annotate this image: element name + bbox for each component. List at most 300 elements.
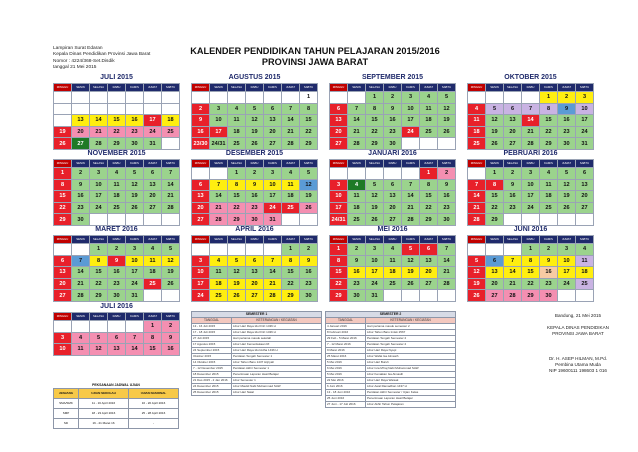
- day-cell: 14: [282, 115, 300, 127]
- exam-row-cell: 25 - 28 April 2016: [129, 409, 179, 419]
- day-cell: 3: [402, 92, 420, 104]
- day-cell: 30: [540, 290, 558, 302]
- day-cell: 28: [468, 214, 486, 226]
- day-cell: 31: [264, 214, 282, 226]
- day-cell: [330, 168, 348, 180]
- day-cell: 8: [228, 179, 246, 191]
- day-cell: 27: [576, 202, 594, 214]
- day-cell: [402, 168, 420, 180]
- day-cell: 30: [384, 138, 402, 150]
- day-cell: [228, 244, 246, 256]
- weekday-header: SENIN: [486, 236, 504, 244]
- day-cell: [468, 244, 486, 256]
- weekday-header: SELASA: [504, 236, 522, 244]
- day-cell: 12: [300, 179, 318, 191]
- day-cell: 8: [366, 103, 384, 115]
- day-cell: 27: [384, 214, 402, 226]
- day-cell: 28: [72, 290, 90, 302]
- week-row: [330, 244, 456, 256]
- week-row: [192, 191, 318, 203]
- day-cell: [192, 168, 210, 180]
- day-cell: 25: [384, 278, 402, 290]
- day-cell: 1: [330, 244, 348, 256]
- day-cell: 19: [54, 126, 72, 138]
- day-cell: [576, 290, 594, 302]
- week-row: [54, 92, 180, 104]
- day-cell: 11: [72, 344, 90, 356]
- day-cell: 4: [348, 179, 366, 191]
- weekday-header: SELASA: [228, 160, 246, 168]
- weekday-header: JUMAT: [282, 160, 300, 168]
- day-cell: 28: [348, 138, 366, 150]
- day-cell: 11: [576, 255, 594, 267]
- day-cell: 8: [90, 255, 108, 267]
- semester-2-title: SEMESTER 2: [326, 312, 456, 318]
- weekday-header: KAMIS: [126, 160, 144, 168]
- month-title: OKTOBER 2015: [504, 74, 557, 81]
- day-cell: 10: [402, 103, 420, 115]
- semester-2-row-cell: 25 Maret 2016: [326, 354, 366, 360]
- weekday-header: SENIN: [348, 160, 366, 168]
- semester-2-row-cell: 6 Juni 2016: [326, 384, 366, 390]
- day-cell: 22: [108, 126, 126, 138]
- weekday-header: SENIN: [210, 160, 228, 168]
- day-cell: 25: [420, 126, 438, 138]
- day-cell: 24: [192, 290, 210, 302]
- day-cell: [468, 92, 486, 104]
- day-cell: 23/30: [192, 138, 210, 150]
- day-cell: 23: [558, 126, 576, 138]
- day-cell: 18: [108, 191, 126, 203]
- day-cell: 21: [162, 191, 180, 203]
- day-cell: 19: [228, 278, 246, 290]
- day-cell: 2: [558, 92, 576, 104]
- semester-1-row-cell: Libur Hari Raya Idul Fitri 1436 H: [232, 330, 322, 336]
- semester-1-row-cell: 17 Agustus 2015: [192, 342, 232, 348]
- day-cell: 8: [486, 179, 504, 191]
- month-title: JULI 2016: [100, 303, 133, 310]
- day-cell: [384, 168, 402, 180]
- title-line-1: KALENDER PENDIDIKAN TAHUN PELAJARAN 2015/2016: [190, 46, 440, 56]
- day-cell: 21: [210, 202, 228, 214]
- day-cell: 17: [126, 267, 144, 279]
- day-cell: 27: [192, 214, 210, 226]
- day-cell: 5: [126, 168, 144, 180]
- week-row: [192, 278, 318, 290]
- day-cell: 19: [558, 191, 576, 203]
- semester-2-row-cell: 22 Mei 2016: [326, 378, 366, 384]
- day-cell: 10: [558, 255, 576, 267]
- day-cell: 8: [420, 179, 438, 191]
- month-title: AGUSTUS 2015: [228, 74, 281, 81]
- day-cell: [192, 244, 210, 256]
- day-cell: 18: [540, 191, 558, 203]
- day-cell: 27: [330, 138, 348, 150]
- title-line-2: PROVINSI JAWA BARAT: [261, 57, 369, 67]
- day-cell: 14: [402, 191, 420, 203]
- week-row: [54, 191, 180, 203]
- weekday-header: MINGGU: [330, 236, 348, 244]
- day-cell: 1: [54, 168, 72, 180]
- exam-row-cell: SMP: [54, 409, 79, 419]
- day-cell: [54, 92, 72, 104]
- day-cell: 10: [264, 179, 282, 191]
- day-cell: 26: [402, 278, 420, 290]
- day-cell: 4: [282, 168, 300, 180]
- day-cell: [486, 92, 504, 104]
- weekday-header: KAMIS: [402, 236, 420, 244]
- day-cell: 29: [540, 138, 558, 150]
- day-cell: 29: [366, 138, 384, 150]
- month-calendar: [191, 73, 318, 150]
- day-cell: 17: [522, 191, 540, 203]
- day-cell: [90, 92, 108, 104]
- weekday-header: SELASA: [228, 84, 246, 92]
- week-row: [192, 126, 318, 138]
- day-cell: 26: [558, 202, 576, 214]
- weekday-header: SELASA: [366, 160, 384, 168]
- week-row: [330, 290, 456, 302]
- week-row: [54, 168, 180, 180]
- weekday-header: MINGGU: [468, 84, 486, 92]
- day-cell: [504, 244, 522, 256]
- semester-2-row-cell: Libur Hari Buruh: [366, 360, 456, 366]
- day-cell: 20: [486, 278, 504, 290]
- weekday-header: MINGGU: [192, 236, 210, 244]
- day-cell: 7: [522, 103, 540, 115]
- day-cell: 14: [468, 191, 486, 203]
- day-cell: 4: [108, 168, 126, 180]
- day-cell: 24: [126, 278, 144, 290]
- day-cell: 20: [264, 126, 282, 138]
- day-cell: 13: [72, 115, 90, 127]
- day-cell: 20: [330, 126, 348, 138]
- weekday-header: MINGGU: [192, 160, 210, 168]
- semester-2-row-cell: Hari pertama masuk semester 2: [366, 324, 456, 330]
- day-cell: 11: [228, 115, 246, 127]
- semester-2-row-cell: Libur Tahun Baru Imlek 2567: [366, 330, 456, 336]
- day-cell: 7: [438, 244, 456, 256]
- day-cell: 3: [558, 244, 576, 256]
- day-cell: [282, 92, 300, 104]
- weekday-header: SABTU: [162, 313, 180, 321]
- day-cell: 18: [420, 115, 438, 127]
- day-cell: 25: [144, 278, 162, 290]
- day-cell: 23: [108, 278, 126, 290]
- semester-2-row-cell: Libur Awal Ramadhan 1437 H: [366, 384, 456, 390]
- day-cell: [192, 92, 210, 104]
- semester-1-row: [192, 390, 322, 396]
- weekday-header: KAMIS: [126, 236, 144, 244]
- day-cell: [126, 214, 144, 226]
- day-cell: 24: [402, 126, 420, 138]
- day-cell: 17: [210, 126, 228, 138]
- semester-2-row-cell: 8 Februari 2016: [326, 330, 366, 336]
- semester-2-row-cell: 5 Mei 2016: [326, 360, 366, 366]
- day-cell: [210, 244, 228, 256]
- signature-block: [528, 313, 628, 374]
- month-title: PEBRUARI 2016: [503, 150, 558, 157]
- day-cell: 27: [264, 138, 282, 150]
- day-cell: [54, 244, 72, 256]
- day-cell: 11: [468, 115, 486, 127]
- weekday-header: SELASA: [90, 84, 108, 92]
- weekday-header: SABTU: [162, 84, 180, 92]
- weekday-header: KAMIS: [264, 84, 282, 92]
- day-cell: 29: [330, 290, 348, 302]
- sign-title-1: KEPALA DINAS PENDIDIKAN: [547, 325, 609, 331]
- day-cell: 26: [246, 138, 264, 150]
- day-cell: 19: [126, 191, 144, 203]
- day-cell: 21: [348, 126, 366, 138]
- weekday-header: SABTU: [162, 160, 180, 168]
- day-cell: 16: [246, 191, 264, 203]
- day-cell: [54, 115, 72, 127]
- exam-row-cell: 11 - 16 April 2016: [79, 399, 129, 409]
- day-cell: 22: [54, 202, 72, 214]
- day-cell: 2: [72, 168, 90, 180]
- day-cell: 24/31: [330, 214, 348, 226]
- day-cell: 21: [72, 278, 90, 290]
- day-cell: 7: [126, 332, 144, 344]
- day-cell: 22: [420, 202, 438, 214]
- day-cell: 25: [108, 202, 126, 214]
- day-cell: 2: [348, 244, 366, 256]
- week-row: [192, 214, 318, 226]
- day-cell: 7: [282, 103, 300, 115]
- day-cell: 20: [144, 191, 162, 203]
- exam-title: PEKSANAAN JADWAL UJIAN: [92, 383, 140, 387]
- day-cell: [504, 92, 522, 104]
- day-cell: 26: [468, 290, 486, 302]
- day-cell: 14: [522, 115, 540, 127]
- day-cell: 16: [192, 126, 210, 138]
- exam-row-cell: 18 - 23 April 2016: [79, 409, 129, 419]
- week-row: [468, 126, 594, 138]
- day-cell: 28: [504, 290, 522, 302]
- week-row: [468, 255, 594, 267]
- day-cell: 18: [210, 278, 228, 290]
- weekday-header: SABTU: [438, 84, 456, 92]
- day-cell: 9: [72, 179, 90, 191]
- day-cell: 6: [264, 103, 282, 115]
- day-cell: 6: [108, 332, 126, 344]
- month-calendar: [329, 73, 456, 150]
- week-row: [54, 290, 180, 302]
- day-cell: [72, 321, 90, 333]
- week-row: [468, 115, 594, 127]
- semester-1-row-cell: 24 Desember 2015: [192, 384, 232, 390]
- day-cell: 7: [210, 179, 228, 191]
- day-cell: 27: [420, 278, 438, 290]
- semester-2-row-cell: Libur Akhir Tahun Pelajaran: [366, 402, 456, 408]
- week-row: [330, 214, 456, 226]
- weekday-header: SELASA: [90, 313, 108, 321]
- day-cell: [246, 92, 264, 104]
- weekday-header: KAMIS: [264, 236, 282, 244]
- month-title: SEPTEMBER 2015: [361, 74, 424, 81]
- day-cell: 3: [192, 255, 210, 267]
- day-cell: 3: [330, 179, 348, 191]
- weekday-header: RABU: [246, 84, 264, 92]
- week-row: [330, 179, 456, 191]
- week-row: [330, 191, 456, 203]
- weekday-header: JUMAT: [144, 313, 162, 321]
- day-cell: 5: [402, 244, 420, 256]
- page-title: [180, 46, 450, 68]
- week-row: [468, 244, 594, 256]
- day-cell: [558, 290, 576, 302]
- month-title: NOVEMBER 2015: [87, 150, 146, 157]
- day-cell: 21: [282, 126, 300, 138]
- day-cell: 15: [420, 191, 438, 203]
- day-cell: 18: [144, 267, 162, 279]
- day-cell: [90, 321, 108, 333]
- weekday-header: SENIN: [486, 160, 504, 168]
- day-cell: [246, 244, 264, 256]
- day-cell: 23: [126, 126, 144, 138]
- day-cell: [402, 138, 420, 150]
- day-cell: [504, 214, 522, 226]
- weekday-header: JUMAT: [144, 84, 162, 92]
- semester-2-row-cell: Penilaian Tengah Semester 2: [366, 336, 456, 342]
- semester-2-row-cell: Libur Isra Mi'raj Nabi Muhammad SAW: [366, 366, 456, 372]
- week-row: [192, 138, 318, 150]
- day-cell: 9: [192, 115, 210, 127]
- lampiran-line: Nomor : 4224/368-Set.Disdik: [53, 58, 115, 64]
- day-cell: 8: [300, 103, 318, 115]
- day-cell: 10: [126, 255, 144, 267]
- weekday-header: SELASA: [228, 236, 246, 244]
- semester-2-row-cell: 6 Mei 2016: [326, 366, 366, 372]
- day-cell: 22: [90, 278, 108, 290]
- day-cell: [558, 214, 576, 226]
- weekday-header: SABTU: [438, 236, 456, 244]
- weekday-header: RABU: [246, 236, 264, 244]
- day-cell: [72, 244, 90, 256]
- day-cell: 11: [348, 191, 366, 203]
- week-row: [330, 103, 456, 115]
- day-cell: 8: [54, 179, 72, 191]
- month-calendar: [191, 149, 318, 226]
- day-cell: 22: [522, 278, 540, 290]
- day-cell: 7: [402, 179, 420, 191]
- day-cell: 16: [72, 191, 90, 203]
- weekday-header: MINGGU: [54, 160, 72, 168]
- day-cell: 9: [540, 255, 558, 267]
- day-cell: 26: [162, 278, 180, 290]
- sign-rank: Pembina Utama Muda: [555, 361, 601, 367]
- day-cell: 5: [468, 255, 486, 267]
- week-row: [330, 278, 456, 290]
- day-cell: 14: [126, 344, 144, 356]
- day-cell: 21: [402, 202, 420, 214]
- day-cell: 19: [246, 126, 264, 138]
- day-cell: [300, 214, 318, 226]
- week-row: [54, 138, 180, 150]
- day-cell: 3: [366, 244, 384, 256]
- day-cell: 12: [486, 115, 504, 127]
- day-cell: 19: [162, 267, 180, 279]
- col-date-header: TANGGAL: [326, 318, 366, 324]
- day-cell: 16: [504, 191, 522, 203]
- day-cell: 10: [366, 255, 384, 267]
- col-desc-header: KETERANGAN / KEGIATAN: [366, 318, 456, 324]
- day-cell: 4: [468, 103, 486, 115]
- day-cell: 7: [72, 255, 90, 267]
- weekday-header: RABU: [246, 160, 264, 168]
- day-cell: [210, 92, 228, 104]
- day-cell: 1: [522, 244, 540, 256]
- month-calendar: [467, 73, 594, 150]
- day-cell: 24/31: [210, 138, 228, 150]
- day-cell: [384, 290, 402, 302]
- day-cell: 28: [282, 138, 300, 150]
- exam-row-cell: 16 - 21 Maret 16: [79, 419, 129, 429]
- day-cell: 12: [366, 191, 384, 203]
- day-cell: 1: [420, 168, 438, 180]
- day-cell: 20: [384, 202, 402, 214]
- day-cell: 12: [162, 255, 180, 267]
- day-cell: [438, 290, 456, 302]
- semester-1-row-cell: Libur Hari Raya Idul Fitri 1436 H: [232, 324, 322, 330]
- weekday-header: MINGGU: [54, 313, 72, 321]
- day-cell: 30: [108, 290, 126, 302]
- weekday-header: SABTU: [300, 236, 318, 244]
- day-cell: 18: [228, 126, 246, 138]
- day-cell: 8: [540, 103, 558, 115]
- day-cell: 6: [330, 103, 348, 115]
- semester-2-row-cell: Penerimaan Laporan Hasil Belajar: [366, 396, 456, 402]
- day-cell: 21: [264, 278, 282, 290]
- weekday-header: SELASA: [504, 84, 522, 92]
- day-cell: 30: [438, 214, 456, 226]
- day-cell: 8: [282, 255, 300, 267]
- weekday-header: RABU: [108, 160, 126, 168]
- day-cell: 6: [576, 168, 594, 180]
- day-cell: 23: [246, 202, 264, 214]
- day-cell: 16: [540, 267, 558, 279]
- day-cell: 16: [162, 344, 180, 356]
- day-cell: 26: [300, 202, 318, 214]
- day-cell: [126, 92, 144, 104]
- day-cell: 5: [90, 332, 108, 344]
- weekday-header: SABTU: [162, 236, 180, 244]
- month-calendar: [329, 149, 456, 226]
- day-cell: 29: [108, 138, 126, 150]
- semester-1-row-cell: Penilaian Akhir Semester 1: [232, 366, 322, 372]
- week-row: [192, 92, 318, 104]
- weekday-header: SABTU: [576, 160, 594, 168]
- sign-title-2: PROVINSI JAWA BARAT: [552, 331, 604, 337]
- semester-1-row-cell: 17 - 18 Juli 2015: [192, 330, 232, 336]
- day-cell: 20: [576, 191, 594, 203]
- month-title: JANUARI 2016: [368, 150, 417, 157]
- semester-1-row-cell: Libur Hari Raya Idul Adha 1436 H: [232, 348, 322, 354]
- day-cell: 23: [384, 126, 402, 138]
- weekday-header: JUMAT: [420, 160, 438, 168]
- month-calendar: [191, 225, 318, 302]
- day-cell: 5: [438, 92, 456, 104]
- semester-2-row-cell: Libur Kenaikan Isa Almasih: [366, 372, 456, 378]
- week-row: [192, 103, 318, 115]
- day-cell: 10: [522, 179, 540, 191]
- month-calendar: [53, 302, 180, 356]
- day-cell: 24: [90, 202, 108, 214]
- day-cell: 26: [486, 138, 504, 150]
- col-desc-header: KETERANGAN / KEGIATAN: [232, 318, 322, 324]
- day-cell: 17: [192, 278, 210, 290]
